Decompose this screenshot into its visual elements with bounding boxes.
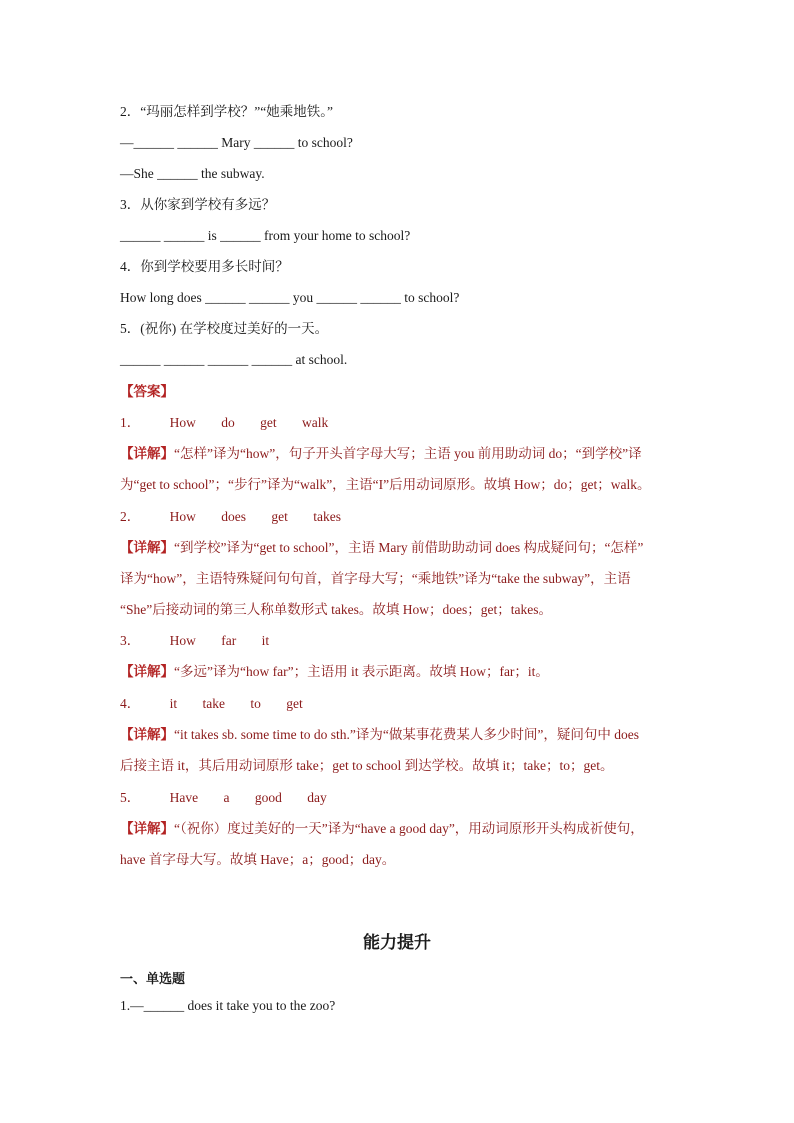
detail-tag: 【详解】 [120, 727, 174, 742]
detail-text: “（祝你）度过美好的一天”译为“have a good day”，用动词原形开头构成祈使句， [174, 821, 644, 836]
answer-header: 【答案】 [120, 384, 174, 399]
answer-number: 1． [120, 415, 141, 430]
answer-word: a [223, 790, 230, 805]
answer-word: take [202, 696, 226, 711]
answer-word: walk [302, 415, 329, 430]
answer-number: 3． [120, 633, 141, 648]
answer-word: How [169, 509, 196, 524]
question-2-line-1: —______ ______ Mary ______ to school? [120, 135, 353, 150]
answer-word: it [169, 696, 178, 711]
answer-5-detail-line-1 [120, 820, 680, 838]
answer-2-detail-line-3: “She”后接动词的第三人称单数形式 takes。故填 How；does；get；takes。 [120, 602, 552, 617]
detail-tag: 【详解】 [120, 540, 174, 555]
detail-tag: 【详解】 [120, 664, 174, 679]
answer-number: 4． [120, 696, 141, 711]
answer-number: 5． [120, 790, 141, 805]
answer-word: does [221, 509, 246, 524]
answer-2-detail-line-2: 译为“how”，主语特殊疑问句句首，首字母大写；“乘地铁”译为“take the subway”，主语 [120, 571, 631, 586]
answer-word: get [260, 415, 277, 430]
answer-word: takes [313, 509, 341, 524]
answer-word: How [169, 633, 196, 648]
section-title: 能力提升 [363, 933, 431, 953]
question-2-title: 2．“玛丽怎样到学校？”“她乘地铁。” [120, 104, 333, 119]
answer-2-row [120, 508, 680, 526]
answer-word: Have [169, 790, 199, 805]
question-3-title: 3．从你家到学校有多远？ [120, 197, 276, 212]
answer-word: day [307, 790, 327, 805]
answer-4-detail-line-2: 后接主语 it，其后用动词原形 take；get to school 到达学校。故填 it；take；to；get。 [120, 758, 614, 773]
answer-5-detail-line-2: have 首字母大写。故填 Have；a；good；day。 [120, 852, 396, 867]
subsection-heading: 一、单选题 [120, 972, 186, 987]
answer-2-detail-line-1 [120, 539, 680, 557]
next-question: 1.—______ does it take you to the zoo? [120, 998, 336, 1013]
question-5-line-1: ______ ______ ______ ______ at school. [120, 352, 348, 367]
question-5-title: 5．(祝你) 在学校度过美好的一天。 [120, 321, 329, 336]
answer-word: How [169, 415, 196, 430]
question-3-line-1: ______ ______ is ______ from your home to school? [120, 228, 411, 243]
answer-word: far [221, 633, 237, 648]
detail-text: “it takes sb. some time to do sth.”译为“做某事花费某人多少时间”，疑问句中 does [174, 727, 639, 742]
answer-word: do [221, 415, 235, 430]
detail-text: “多远”译为“how far”；主语用 it 表示距离。故填 How；far；it。 [174, 664, 549, 679]
answer-1-detail-line-1 [120, 445, 680, 463]
question-4-title: 4．你到学校要用多长时间？ [120, 259, 289, 274]
answer-1-detail-line-2: 为“get to school”；“步行”译为“walk”，主语“I”后用动词原形。故填 How；do；get；walk。 [120, 477, 651, 492]
answer-word: get [271, 509, 288, 524]
question-2-line-2: —She ______ the subway. [120, 166, 265, 181]
answer-3-row [120, 632, 680, 650]
detail-text: “到学校”译为“get to school”，主语 Mary 前借助助动词 does 构成疑问句；“怎样” [174, 540, 644, 555]
answer-5-row [120, 789, 680, 807]
answer-4-row [120, 695, 680, 713]
answer-number: 2． [120, 509, 141, 524]
question-4-line-1: How long does ______ ______ you ______ ______ to school? [120, 290, 460, 305]
answer-4-detail-line-1 [120, 726, 680, 744]
detail-tag: 【详解】 [120, 446, 174, 461]
answer-3-detail-line-1 [120, 663, 680, 681]
answer-word: to [250, 696, 261, 711]
answer-1-row [120, 414, 680, 432]
answer-word: good [254, 790, 282, 805]
answer-word: get [286, 696, 303, 711]
answer-word: it [261, 633, 270, 648]
detail-tag: 【详解】 [120, 821, 174, 836]
detail-text: “怎样”译为“how”，句子开头首字母大写；主语 you 前用助动词 do；“到学校”译 [174, 446, 642, 461]
